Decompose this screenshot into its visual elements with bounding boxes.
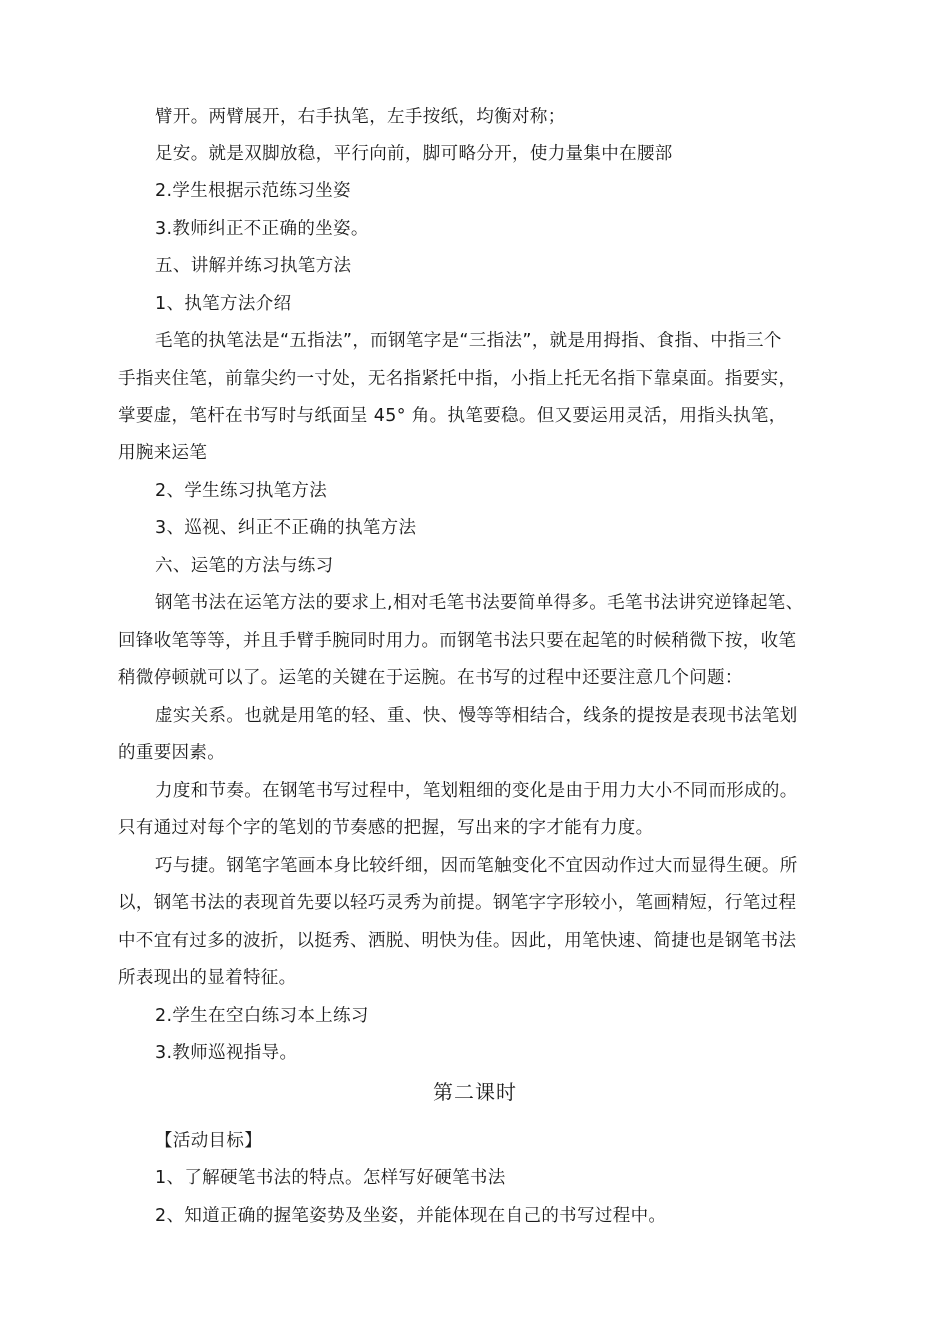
list-item: 1、执笔方法介绍 bbox=[155, 294, 292, 314]
paragraph-line: 力度和节奏。在钢笔书写过程中，笔划粗细的变化是由于用力大小不同而形成的。 bbox=[155, 781, 798, 801]
list-item: 3.教师纠正不正确的坐姿。 bbox=[155, 219, 369, 239]
paragraph-line: 毛笔的执笔法是“五指法”，而钢笔字是“三指法”，就是用拇指、食指、中指三个 bbox=[155, 331, 782, 351]
list-item: 3、巡视、纠正不正确的执笔方法 bbox=[155, 518, 417, 538]
paragraph-line: 虚实关系。也就是用笔的轻、重、快、慢等等相结合，线条的提按是表现书法笔划 bbox=[155, 706, 798, 726]
paragraph-line: 只有通过对每个字的笔划的节奏感的把握，写出来的字才能有力度。 bbox=[118, 818, 654, 838]
paragraph-line: 掌要虚，笔杆在书写时与纸面呈 45° 角。执笔要稳。但又要运用灵活，用指头执笔， bbox=[118, 406, 787, 426]
paragraph-line: 用腕来运笔 bbox=[118, 443, 208, 463]
section-heading: 六、运笔的方法与练习 bbox=[155, 556, 334, 576]
list-item: 1、了解硬笔书法的特点。怎样写好硬笔书法 bbox=[155, 1168, 506, 1188]
paragraph-line: 中不宜有过多的波折，以挺秀、洒脱、明快为佳。因此，用笔快速、简捷也是钢笔书法 bbox=[118, 931, 797, 951]
list-item: 2、知道正确的握笔姿势及坐姿，并能体现在自己的书写过程中。 bbox=[155, 1206, 667, 1226]
paragraph-line: 回锋收笔等等，并且手臂手腕同时用力。而钢笔书法只要在起笔的时候稍微下按，收笔 bbox=[118, 631, 797, 651]
paragraph-line: 所表现出的显着特征。 bbox=[118, 968, 297, 988]
list-item: 2.学生在空白练习本上练习 bbox=[155, 1006, 369, 1026]
paragraph-line: 手指夹住笔，前靠尖约一寸处，无名指紧托中指，小指上托无名指下靠桌面。指要实， bbox=[118, 369, 797, 389]
paragraph-line: 臂开。两臂展开，右手执笔，左手按纸，均衡对称； bbox=[155, 107, 566, 127]
paragraph-line: 稍微停顿就可以了。运笔的关键在于运腕。在书写的过程中还要注意几个问题： bbox=[118, 668, 743, 688]
paragraph-line: 的重要因素。 bbox=[118, 743, 226, 763]
paragraph-line: 钢笔书法在运笔方法的要求上,相对毛笔书法要简单得多。毛笔书法讲究逆锋起笔、 bbox=[155, 593, 804, 613]
paragraph-line: 足安。就是双脚放稳，平行向前，脚可略分开，使力量集中在腰部 bbox=[155, 144, 673, 164]
list-item: 3.教师巡视指导。 bbox=[155, 1043, 298, 1063]
list-item: 2、学生练习执笔方法 bbox=[155, 481, 328, 501]
section-heading: 五、讲解并练习执笔方法 bbox=[155, 256, 352, 276]
paragraph-line: 以，钢笔书法的表现首先要以轻巧灵秀为前提。钢笔字字形较小，笔画精短，行笔过程 bbox=[118, 893, 797, 913]
lesson-title: 第二课时 bbox=[433, 1080, 517, 1104]
section-heading: 【活动目标】 bbox=[155, 1131, 263, 1151]
paragraph-line: 巧与捷。钢笔字笔画本身比较纤细，因而笔触变化不宜因动作过大而显得生硬。所 bbox=[155, 856, 798, 876]
list-item: 2.学生根据示范练习坐姿 bbox=[155, 181, 351, 201]
